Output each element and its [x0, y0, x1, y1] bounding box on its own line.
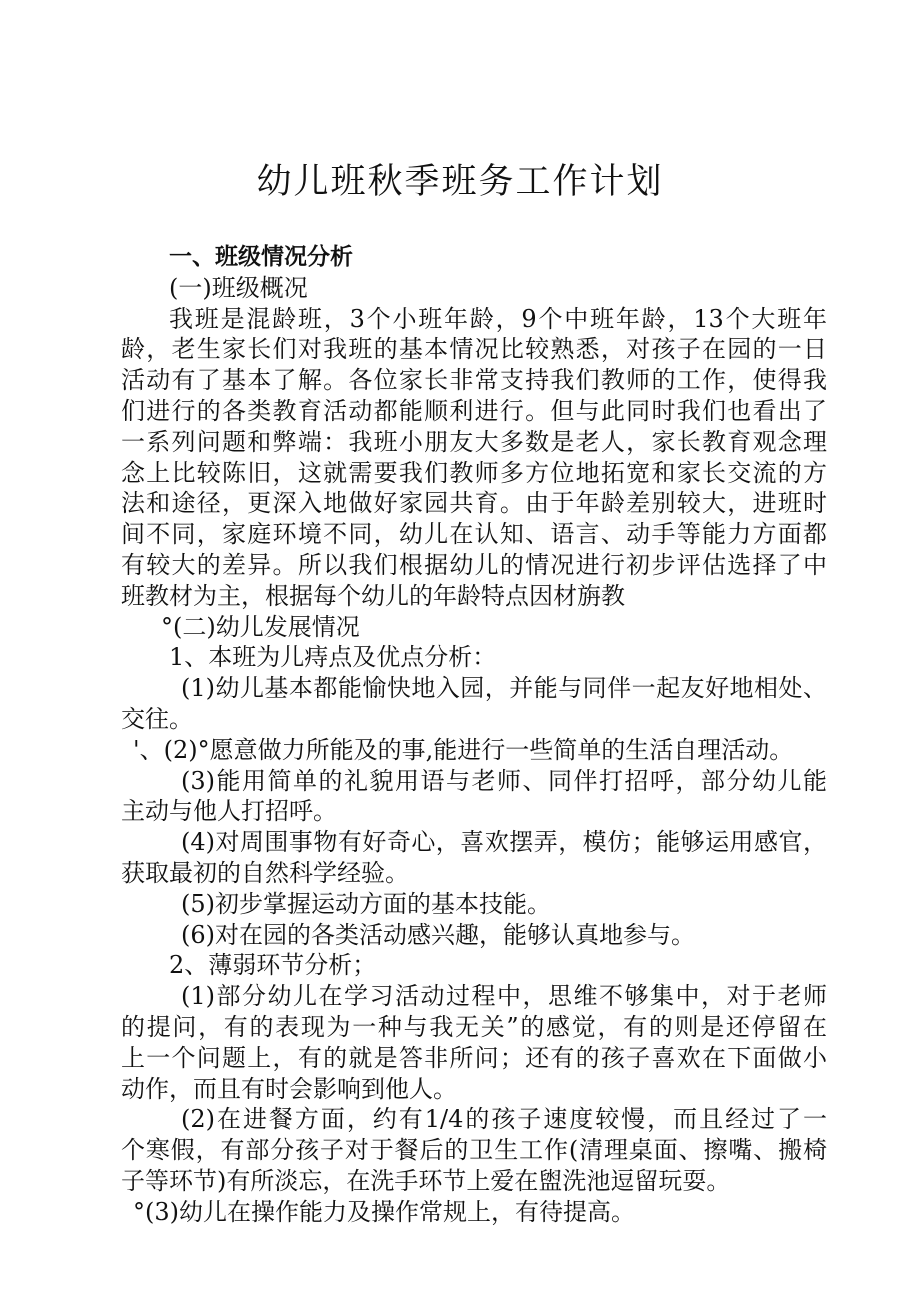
paragraph-class-overview [121, 304, 827, 612]
list-item-line: (1)幼儿基本都能愉快地入园，并能与同伴一起友好地相处、 [181, 674, 827, 703]
subsection-heading: (一)班级概况 [169, 273, 308, 302]
document-title: 幼儿班秋季班务工作计划 [256, 162, 664, 202]
paragraph-line: 我班是混龄班，3个小班年龄，9个中班年龄，13个大班年 [169, 304, 827, 333]
list-item-line: (6)对在园的各类活动感兴趣，能够认真地参与。 [181, 920, 695, 949]
strengths-list [121, 673, 827, 950]
paragraph-line: 们进行的各类教育活动都能顺利进行。但与此同时我们也看出了 [121, 396, 827, 425]
list-item-line: 动作，而且有时会影响到他人。 [121, 1074, 457, 1103]
list-item-line: 交往。 [121, 704, 193, 733]
list-item-line: °(3)幼儿在操作能力及操作常规上，有待提高。 [133, 1197, 635, 1226]
list-item-line: 子等环节)有所淡忘，在洗手环节上爱在盥洗池逗留玩耍。 [121, 1166, 731, 1195]
paragraph-line: 班教材为主，根据每个幼儿的年龄特点因材旃教 [121, 581, 625, 610]
list-item-line: '、(2)°愿意做力所能及的事,能进行一些简单的生活自理活动。 [133, 735, 794, 764]
list-item-line: 的提问，有的表现为一种与我无关”的感觉，有的则是还停留在 [121, 1012, 827, 1041]
section-heading: 一、班级情况分析 [169, 244, 353, 270]
subsection-heading: °(二)幼儿发展情况 [161, 612, 360, 641]
paragraph-line: 念上比较陈旧，这就需要我们教师多方位地拓宽和家长交流的方 [121, 458, 827, 487]
point-heading: 1、本班为儿痔点及优点分析： [169, 643, 497, 672]
weaknesses-list [121, 981, 827, 1227]
paragraph-line: 间不同，家庭环境不同，幼儿在认知、语言、动手等能力方面都 [121, 520, 827, 549]
document-body [121, 242, 827, 1228]
list-item-line: (4)对周围事物有好奇心，喜欢摆弄，模仿；能够运用感官， [181, 828, 827, 857]
list-item-line: (2)在进餐方面，约有1/4的孩子速度较慢，而且经过了一 [181, 1105, 827, 1134]
paragraph-line: 一系列问题和弊端：我班小朋友大多数是老人，家长教育观念理 [121, 427, 827, 456]
paragraph-line: 有较大的差异。所以我们根据幼儿的情况进行初步评估选择了中 [121, 550, 827, 579]
paragraph-line: 龄，老生家长们对我班的基本情况比较熟悉，对孩子在园的一日 [121, 335, 827, 364]
point-heading: 2、薄弱环节分析； [169, 951, 377, 980]
list-item-line: (5)初步掌握运动方面的基本技能。 [181, 889, 551, 918]
list-item-line: 个寒假，有部分孩子对于餐后的卫生工作(清理桌面、擦嘴、搬椅 [121, 1136, 827, 1165]
list-item-line: 获取最初的自然科学经验。 [121, 858, 409, 887]
list-item-line: 上一个问题上，有的就是答非所问；还有的孩子喜欢在下面做小 [121, 1043, 827, 1072]
list-item-line: (3)能用简单的礼貌用语与老师、同伴打招呼，部分幼儿能 [181, 766, 827, 795]
list-item-line: 主动与他人打招呼。 [121, 797, 337, 826]
paragraph-line: 活动有了基本了解。各位家长非常支持我们教师的工作，使得我 [121, 366, 827, 395]
list-item-line: (1)部分幼儿在学习活动过程中，思维不够集中，对于老师 [181, 982, 827, 1011]
paragraph-line: 法和途径，更深入地做好家园共育。由于年龄差别较大，进班时 [121, 489, 827, 518]
